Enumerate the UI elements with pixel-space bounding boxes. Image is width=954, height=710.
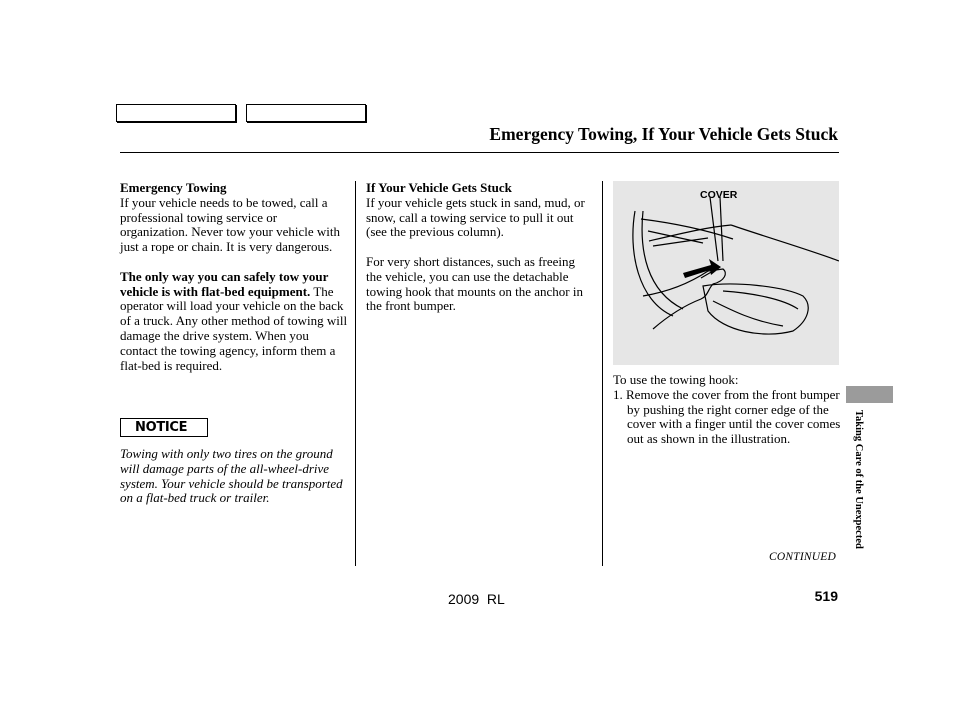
continued-label: CONTINUED <box>769 551 836 563</box>
section-heading-vehicle-stuck: If Your Vehicle Gets Stuck <box>366 180 512 195</box>
section-heading-emergency-towing: Emergency Towing <box>120 180 227 195</box>
paragraph-towing-service: If your vehicle needs to be towed, call a professional towing service or organization. Never tow your vehicle with just a rope or chain. It is very dangerous. <box>120 194 340 255</box>
illustration-cover-label: COVER <box>700 189 738 201</box>
column-towing-hook-steps <box>613 373 841 447</box>
section-label: Taking Care of the Unexpected <box>853 410 864 549</box>
flat-bed-emphasis: The only way you can safely tow your vehicle is with flat-bed equipment. <box>120 268 329 299</box>
column-vehicle-stuck <box>366 181 594 314</box>
page-title: Emergency Towing, If Your Vehicle Gets Stuck <box>489 124 838 144</box>
page-number: 519 <box>814 588 838 604</box>
column-divider-right <box>602 181 603 566</box>
paragraph-stuck: If your vehicle gets stuck in sand, mud, or snow, call a towing service to pull it out (see the previous column). <box>366 194 585 240</box>
header-rule <box>120 152 839 153</box>
column-emergency-towing <box>120 181 348 373</box>
nav-box-previous[interactable] <box>116 104 236 122</box>
notice-label: NOTICE <box>120 418 208 437</box>
section-tab <box>846 386 893 403</box>
step-remove-cover: 1. Remove the cover from the front bumper by pushing the right corner edge of the cover with a finger until the cover comes out as shown in the illustration. <box>613 386 841 447</box>
illustration-towing-cover <box>613 181 839 365</box>
steps-intro: To use the towing hook: <box>613 372 739 387</box>
paragraph-flat-bed <box>120 270 348 374</box>
bumper-illustration <box>613 181 839 365</box>
column-divider-left <box>355 181 356 566</box>
paragraph-towing-hook: For very short distances, such as freeing the vehicle, you can use the detachable towing hook that mounts on the anchor in the front bumper. <box>366 253 584 314</box>
nav-box-next[interactable] <box>246 104 366 122</box>
footer-model: 2009 RL <box>448 591 505 607</box>
notice-text: Towing with only two tires on the ground will damage parts of the all-wheel-drive system. Your vehicle should be transported on a flat-bed truck or trailer. <box>120 446 343 506</box>
flat-bed-details: The operator will load your vehicle on the back of a truck. Any other method of towing will damage the drive system. When you contact the towing agency, inform them a flat-bed is required. <box>120 283 348 373</box>
